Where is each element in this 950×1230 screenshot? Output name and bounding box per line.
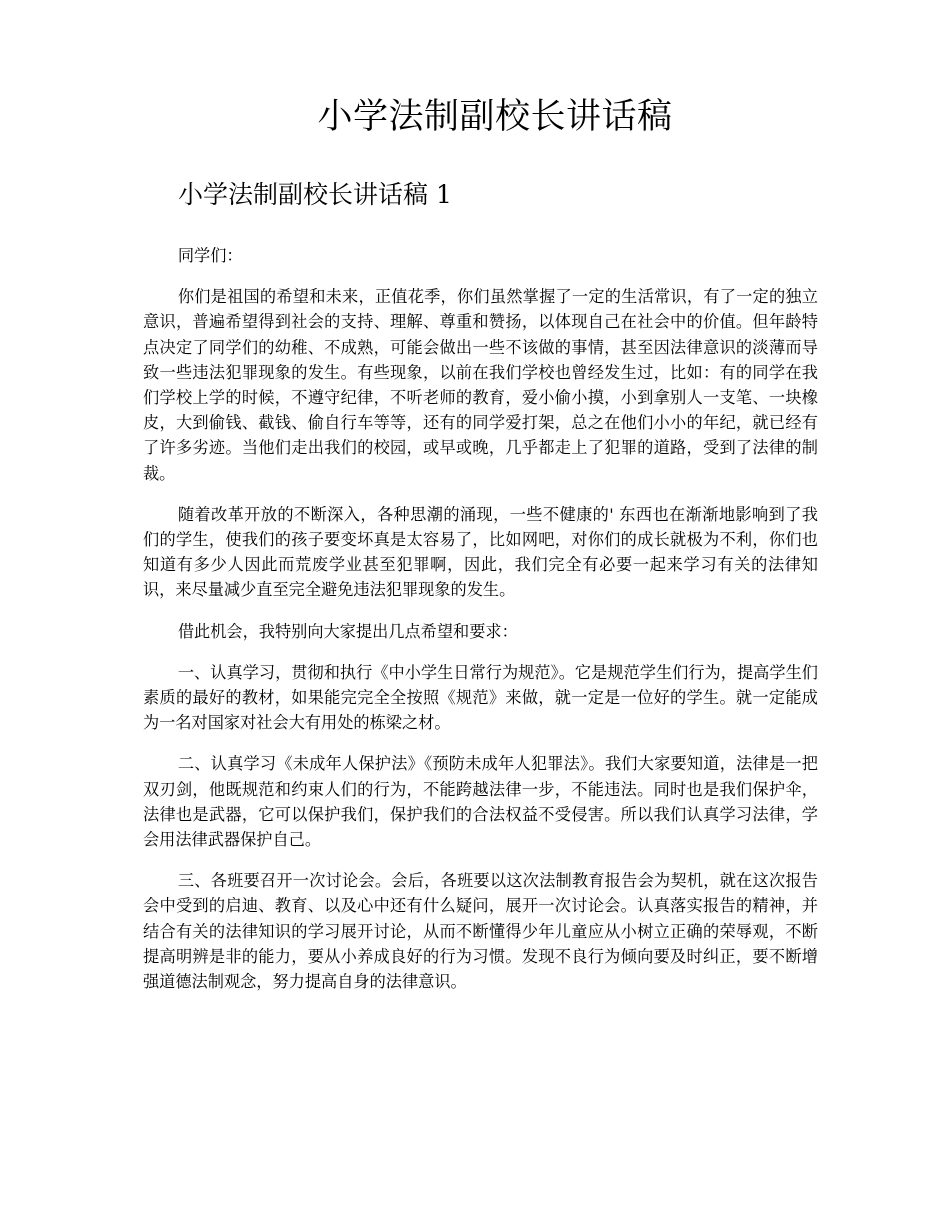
document-body bbox=[143, 243, 818, 1010]
document-title: 小学法制副校长讲话稿 bbox=[317, 97, 673, 137]
body-paragraph: 你们是祖国的希望和未来，正值花季，你们虽然掌握了一定的生活常识，有了一定的独立意识，普遍希望得到社会的支持、理解、尊重和赞扬，以体现自己在社会中的价值。但年龄特点决定了同学们的幼稚、不成熟，可能会做出一些不该做的事情，甚至因法律意识的淡薄而导致一些违法犯罪现象的发生。有些现象，以前在我们学校也曾经发生过，比如：有的同学在我们学校上学的时候，不遵守纪律，不听老师的教育，爱小偷小摸，小到拿别人一支笔、一块橡皮，大到偷钱、截钱、偷自行车等等，还有的同学爱打架，总之在他们小小的年纪，就已经有了许多劣迹。当他们走出我们的校园，或早或晚，几乎都走上了犯罪的道路，受到了法律的制裁。 bbox=[143, 287, 818, 483]
body-paragraph: 三、各班要召开一次讨论会。会后，各班要以这次法制教育报告会为契机，就在这次报告会中受到的启迪、教育、以及心中还有什么疑问，展开一次讨论会。认真落实报告的精神，并结合有关的法律知识的学习展开讨论，从而不断懂得少年儿童应从小树立正确的荣辱观，不断提高明辨是非的能力，要从小养成良好的行为习惯。发现不良行为倾向要及时纠正，要不断增强道德法制观念，努力提高自身的法律意识。 bbox=[143, 871, 818, 992]
body-paragraph: 二、认真学习《未成年人保护法》《预防未成年人犯罪法》。我们大家要知道，法律是一把双刃剑，他既规范和约束人们的行为，不能跨越法律一步，不能违法。同时也是我们保护伞，法律也是武器，它可以保护我们，保护我们的合法权益不受侵害。所以我们认真学习法律，学会用法律武器保护自己。 bbox=[143, 754, 818, 850]
body-paragraph: 随着改革开放的不断深入，各种思潮的涌现，一些不健康的' 东西也在渐渐地影响到了我们的学生，使我们的孩子要变坏真是太容易了，比如网吧，对你们的成长就极为不利，你们也知道有多少人因此而荒废学业甚至犯罪啊，因此，我们完全有必要一起来学习有关的法律知识，来尽量减少直至完全避免违法犯罪现象的发生。 bbox=[143, 504, 818, 600]
salutation-paragraph: 同学们： bbox=[177, 246, 243, 265]
section-heading: 小学法制副校长讲话稿 1 bbox=[178, 180, 452, 209]
body-paragraph: 一、认真学习，贯彻和执行《中小学生日常行为规范》。它是规范学生们行为，提高学生们素质的最好的教材，如果能完完全全按照《规范》来做，就一定是一位好的学生。就一定能成为一名对国家对社会大有用处的栋梁之材。 bbox=[143, 662, 818, 733]
body-paragraph: 借此机会，我特别向大家提出几点希望和要求： bbox=[177, 621, 518, 641]
